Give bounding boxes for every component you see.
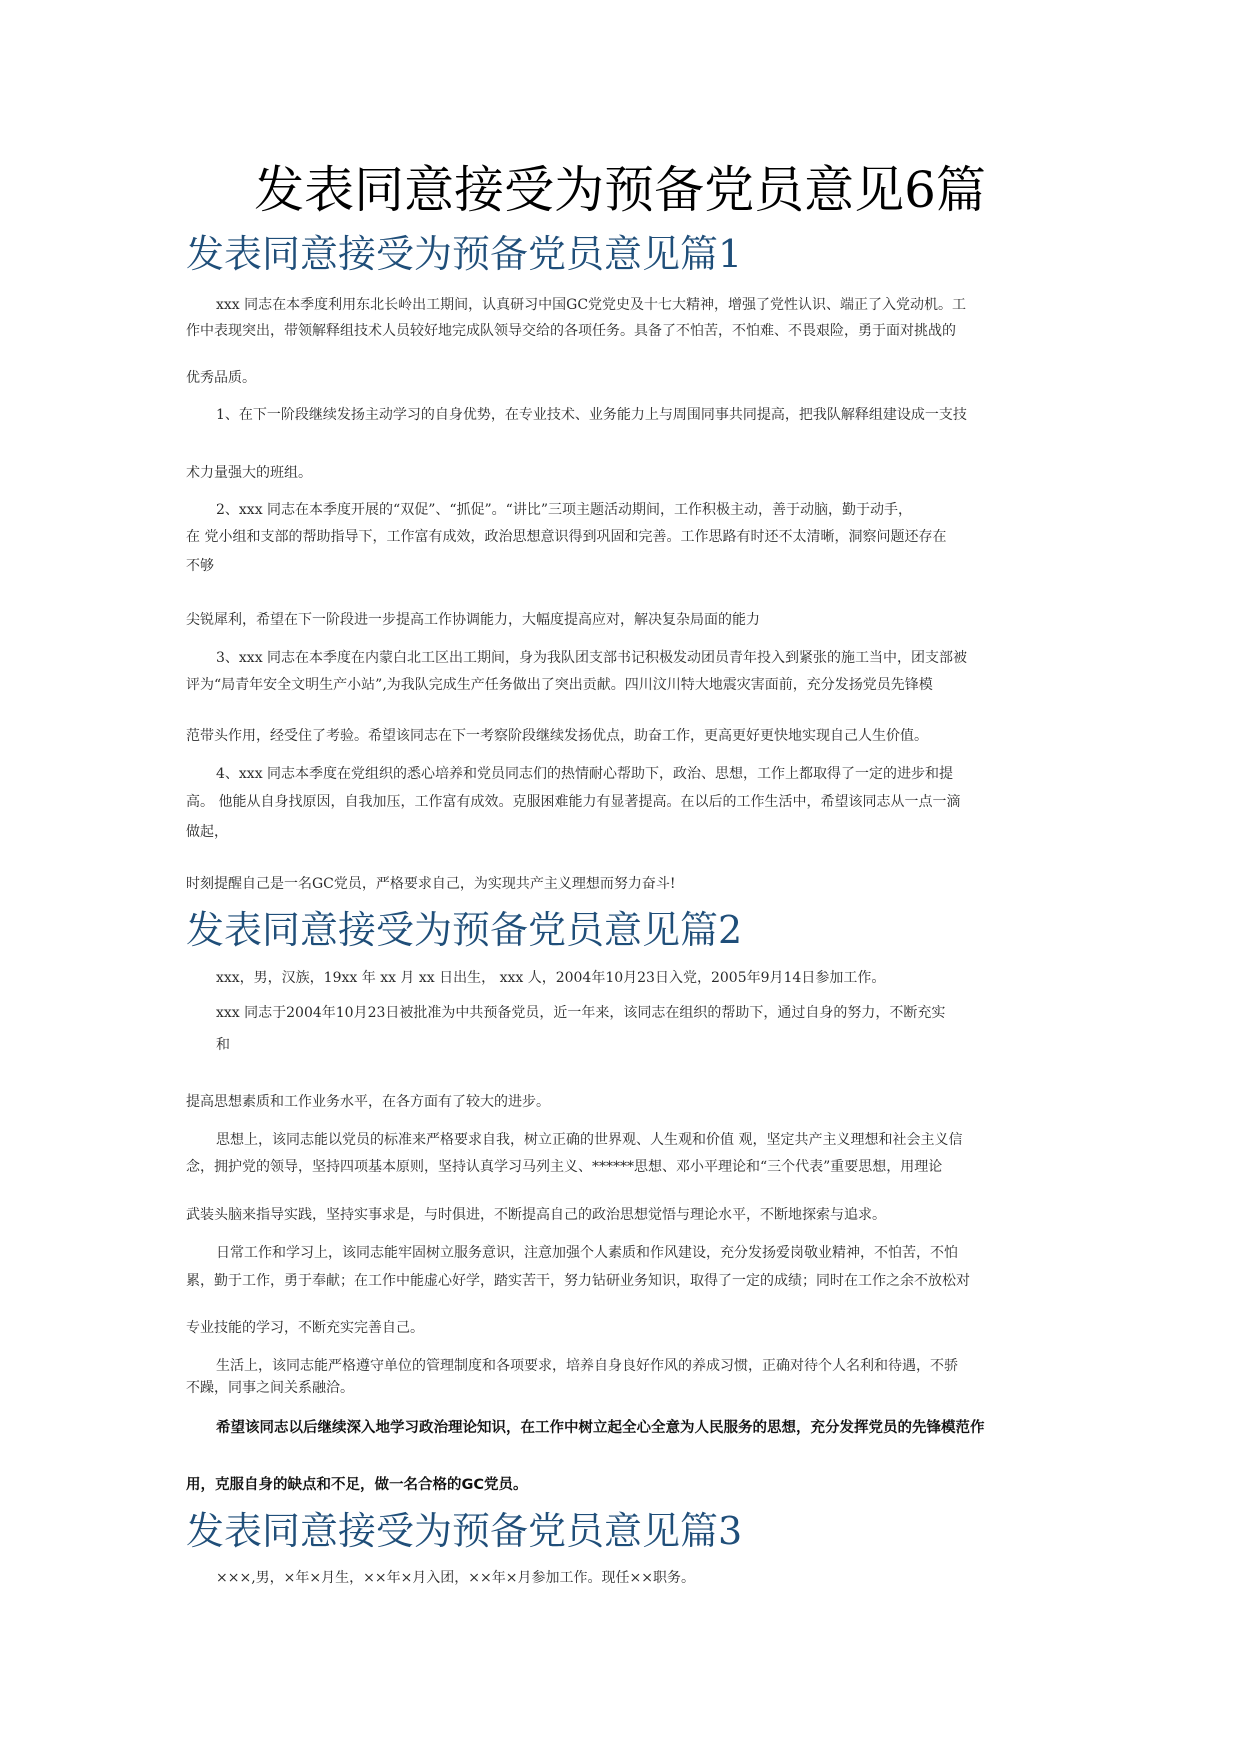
paragraph-line: 思想上，该同志能以党员的标准来严格要求自我，树立正确的世界观、人生观和价值 观，坚定共产主义理想和社会主义信: [216, 1132, 963, 1148]
paragraph-line: 4、xxx 同志本季度在党组织的悉心培养和党员同志们的热情耐心帮助下，政治、思想，工作上都取得了一定的进步和提: [216, 766, 954, 782]
paragraph-line: 提高思想素质和工作业务水平，在各方面有了较大的进步。: [186, 1094, 550, 1110]
paragraph-line: 累，勤于工作，勇于奉献；在工作中能虚心好学，踏实苦干，努力钻研业务知识，取得了一定的成绩；同时在工作之余不放松对: [186, 1273, 970, 1289]
paragraph-line: 武装头脑来指导实践，坚持实事求是，与时俱进，不断提高自己的政治思想觉悟与理论水平，不断地探索与追求。: [186, 1207, 886, 1223]
paragraph-line: 不够: [186, 558, 214, 574]
paragraph-line: 优秀品质。: [186, 370, 256, 386]
paragraph-line: 念，拥护党的领导，坚持四项基本原则，坚持认真学习马列主义、******思想、邓小平理论和“三个代表”重要思想，用理论: [186, 1159, 943, 1175]
paragraph-line: 日常工作和学习上，该同志能牢固树立服务意识，注意加强个人素质和作风建设，充分发扬爱岗敬业精神，不怕苦，不怕: [216, 1245, 958, 1261]
paragraph-line: 2、xxx 同志在本季度开展的“双促”、“抓促”。“讲比”三项主题活动期间，工作积极主动，善于动脑，勤于动手，: [216, 502, 912, 518]
paragraph-line: 评为“局青年安全文明生产小站”,为我队完成生产任务做出了突出贡献。四川汶川特大地震灾害面前，充分发扬党员先锋模: [186, 677, 933, 693]
paragraph-line: 和: [216, 1037, 230, 1053]
paragraph-line: 作中表现突出，带领解释组技术人员较好地完成队领导交给的各项任务。具备了不怕苦，不怕难、不畏艰险，勇于面对挑战的: [186, 323, 956, 339]
paragraph-line: 做起，: [186, 824, 228, 840]
section-heading-1: 发表同意接受为预备党员意见篇1: [186, 232, 743, 276]
paragraph-line: xxx 同志在本季度利用东北长岭出工期间，认真研习中国GC党党史及十七大精神，增强了党性认识、端正了入党动机。工: [216, 297, 967, 313]
paragraph-line: ×××,男，×年×月生，××年×月入团，××年×月参加工作。现任××职务。: [216, 1570, 695, 1586]
paragraph-line: 生活上，该同志能严格遵守单位的管理制度和各项要求，培养自身良好作风的养成习惯，正确对待个人名利和待遇，不骄: [216, 1358, 958, 1374]
paragraph-line-bold: 希望该同志以后继续深入地学习政治理论知识，在工作中树立起全心全意为人民服务的思想，充分发挥党员的先锋模范作: [216, 1420, 985, 1436]
paragraph-line-bold: 用，克服自身的缺点和不足，做一名合格的GC党员。: [186, 1477, 528, 1493]
paragraph-line: 不躁，同事之间关系融洽。: [186, 1380, 354, 1396]
paragraph-line: 专业技能的学习，不断充实完善自己。: [186, 1320, 424, 1336]
paragraph-line: 范带头作用，经受住了考验。希望该同志在下一考察阶段继续发扬优点，助奋工作，更高更好更快地实现自己人生价值。: [186, 728, 928, 744]
paragraph-line: 术力量强大的班组。: [186, 465, 312, 481]
paragraph-line: 高。 他能从自身找原因，自我加压，工作富有成效。克服困难能力有显著提高。在以后的工作生活中，希望该同志从一点一滴: [186, 794, 961, 810]
paragraph-line: xxx，男，汉族，19xx 年 xx 月 xx 日出生， xxx 人，2004年10月23日入党，2005年9月14日参加工作。: [216, 970, 886, 986]
section-heading-3: 发表同意接受为预备党员意见篇3: [186, 1509, 743, 1553]
paragraph-line: 尖锐犀利，希望在下一阶段进一步提高工作协调能力，大幅度提高应对，解决复杂局面的能力: [186, 612, 760, 628]
paragraph-line: xxx 同志于2004年10月23日被批准为中共预备党员，近一年来，该同志在组织的帮助下，通过自身的努力，不断充实: [216, 1005, 946, 1021]
paragraph-line: 在 党小组和支部的帮助指导下，工作富有成效，政治思想意识得到巩固和完善。工作思路有时还不太清晰，洞察问题还存在: [186, 529, 947, 545]
paragraph-line: 3、xxx 同志在本季度在内蒙白北工区出工期间，身为我队团支部书记积极发动团员青年投入到紧张的施工当中，团支部被: [216, 650, 968, 666]
paragraph-line: 时刻提醒自己是一名GC党员，严格要求自己，为实现共产主义理想而努力奋斗!: [186, 876, 676, 892]
section-heading-2: 发表同意接受为预备党员意见篇2: [186, 908, 743, 952]
document-title: 发表同意接受为预备党员意见6篇: [254, 161, 986, 219]
paragraph-line: 1、在下一阶段继续发扬主动学习的自身优势，在专业技术、业务能力上与周围同事共同提高，把我队解释组建设成一支技: [216, 407, 967, 423]
